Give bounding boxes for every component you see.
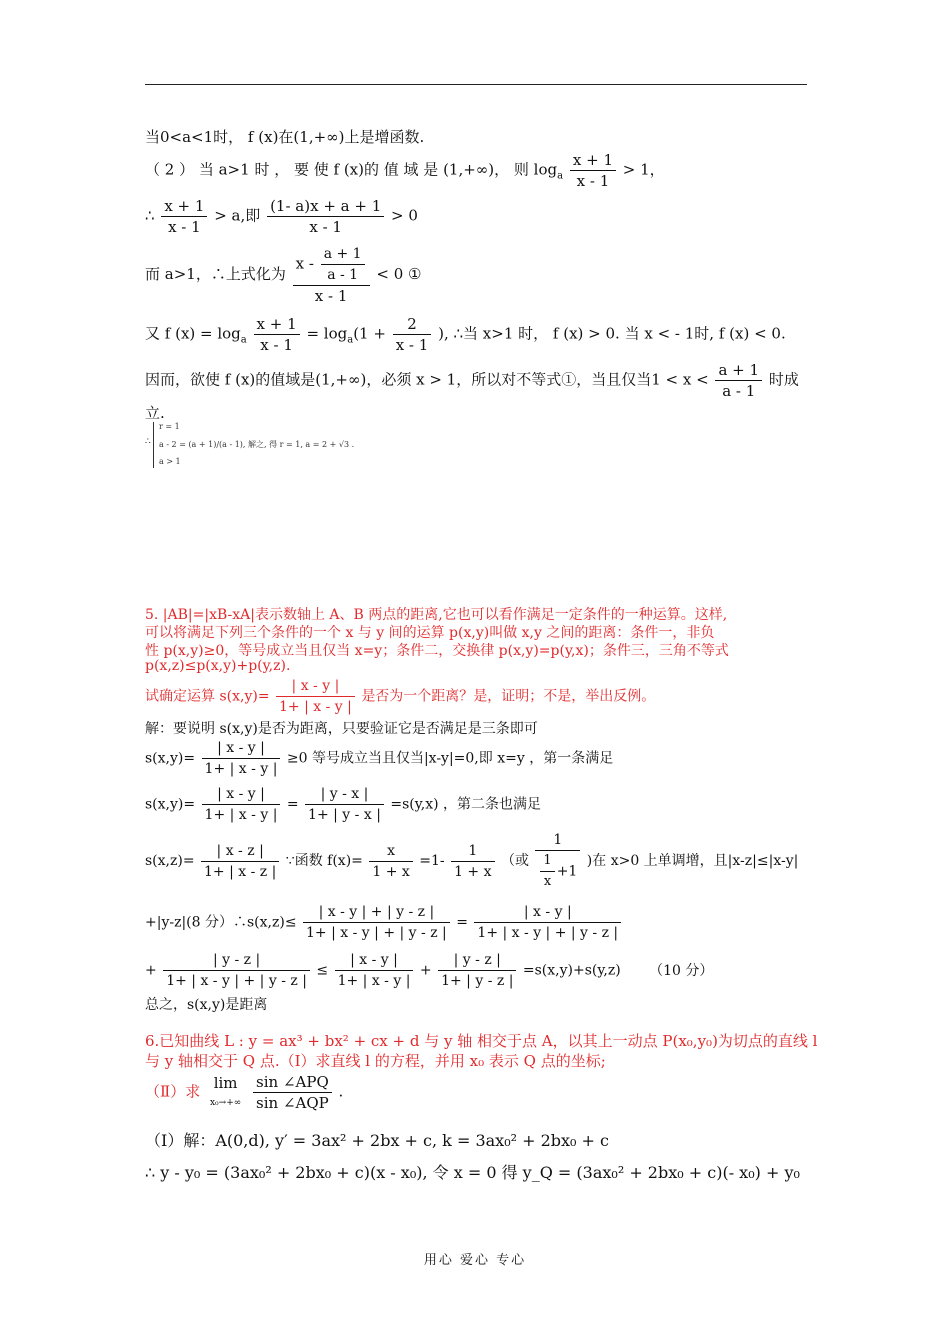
text-sub: a: [347, 334, 354, 346]
text-segment: 因而，欲使 f (x)的值域是(1,+∞)，必须 x > 1，所以对不等式①，当且仅当1 < x <: [145, 370, 709, 389]
text-line-5: [145, 314, 786, 355]
text-segment: = log: [306, 324, 348, 343]
fraction-num: 1: [535, 830, 580, 851]
fraction: [202, 738, 281, 779]
text-line-3: [145, 196, 418, 237]
fraction-den: 1+ | x - y |: [204, 761, 278, 777]
text-line-6: [145, 360, 799, 401]
answer6-line-2: ∴ y - y₀ = (3ax₀² + 2bx₀ + c)(x - x₀), 令 x = 0 得 y_Q = (3ax₀² + 2bx₀ + c)(- x₀) + y₀: [145, 1163, 800, 1182]
fraction-num: | x - y |: [276, 676, 355, 697]
fraction-den: 1+ | x - y |: [204, 807, 278, 823]
text-segment: .: [338, 1082, 344, 1101]
fraction-den: a - 1: [327, 267, 359, 283]
text-segment: （Ⅱ）求: [145, 1082, 201, 1101]
text-segment: ∴: [145, 206, 155, 225]
system-row: a - 2 = (a + 1)/(a - 1), 解之, 得 r = 1, a = 2 + √3 .: [159, 440, 355, 449]
fraction-den: 1+ | y - x |: [308, 807, 381, 823]
fraction-den: 1 + x: [454, 863, 492, 880]
system-row: a > 1: [159, 457, 181, 466]
fraction-den: sin ∠AQP: [256, 1094, 329, 1112]
text-segment: s(x,z)=: [145, 853, 195, 869]
fraction: [335, 950, 414, 991]
limit-label: lim: [213, 1073, 238, 1092]
solution-line-3: [145, 784, 541, 825]
fraction: [201, 841, 279, 882]
fraction: [303, 902, 450, 943]
fraction: [393, 314, 432, 355]
fraction-num: x: [369, 841, 412, 862]
text-segment: +: [145, 962, 157, 979]
fraction-num: 2: [393, 314, 432, 335]
text-segment: > a,即: [214, 206, 261, 225]
text-segment: x -: [295, 254, 314, 273]
fraction-num: (1- a)x + a + 1: [267, 196, 384, 217]
fraction-num: [293, 244, 370, 286]
fraction-den: x - 1: [260, 336, 293, 354]
fraction: [253, 1072, 332, 1113]
text-segment: ≤: [316, 962, 329, 979]
text-segment: > 1，: [622, 160, 665, 179]
text-segment: +: [419, 962, 432, 979]
text-segment: ), ∴当 x>1 时， f (x) > 0. 当 x < - 1时, f (x) < 0.: [438, 324, 786, 343]
text-sub: a: [240, 334, 247, 346]
fraction: [540, 851, 554, 892]
fraction-den: a - 1: [722, 382, 756, 400]
fraction-num: x + 1: [254, 314, 300, 335]
text-segment: > 0: [391, 206, 418, 225]
fraction: [202, 784, 281, 825]
text-segment: ≥0 等号成立当且仅当|x-y|=0,即 x=y ，第一条满足: [286, 750, 614, 767]
therefore-symbol: ∴: [145, 437, 151, 447]
q5-line-1: 5. |AB|=|xB-xA|表示数轴上 A、B 两点的距离,它也可以看作满足一定条件的一种运算。这样,: [145, 607, 728, 623]
text-segment: 时成: [768, 370, 799, 389]
text-segment: ∵函数 f(x)=: [285, 853, 363, 869]
fraction-den: 1+ | x - y | + | y - z |: [477, 925, 619, 941]
fraction: [535, 830, 580, 892]
fraction-den: x - 1: [168, 218, 201, 236]
fraction-num: | x - z |: [201, 841, 279, 862]
system-row: r = 1: [159, 422, 180, 431]
fraction: [163, 950, 310, 991]
fraction-den: 1+ | x - y |: [279, 699, 352, 715]
limit-sub: x₀→+∞: [209, 1097, 242, 1108]
text-segment: )在 x>0 上单调增，且|x-z|≤|x-y|: [586, 853, 799, 869]
fraction: [570, 150, 616, 191]
solution-line-2: [145, 738, 613, 779]
fraction-den: [535, 851, 580, 892]
fraction: [321, 244, 365, 285]
solution-line-7: 总之，s(x,y)是距离: [145, 997, 268, 1013]
text-segment: 是否为一个距离？是，证明；不是，举出反例。: [361, 688, 656, 705]
fraction-num: | y - x |: [305, 784, 384, 805]
fraction-num: a + 1: [321, 244, 365, 265]
text-segment: s(x,y)=: [145, 796, 196, 813]
solution-line-1: 解：要说明 s(x,y)是否为距离，只要验证它是否满足是三条即可: [145, 721, 538, 737]
fraction-num: | x - y |: [202, 784, 281, 805]
fraction-num: | y - z |: [438, 950, 516, 971]
fraction: [161, 196, 207, 237]
solution-line-6: [145, 950, 713, 991]
fraction-num: 1: [451, 841, 494, 862]
fraction-den: x: [543, 874, 552, 889]
text-line-1: 当0<a<1时， f (x)在(1,+∞)上是增函数.: [145, 128, 425, 146]
fraction-den: 1+ | x - y |: [337, 973, 411, 989]
fraction: [276, 676, 355, 717]
text-segment: 而 a>1，∴上式化为: [145, 265, 286, 283]
text-segment: （ 2 ） 当 a>1 时 ， 要 使 f (x)的 值 域 是 (1,+∞)， 则 log: [145, 160, 558, 179]
text-line-7: 立.: [145, 404, 165, 422]
score-note: （10 分）: [649, 962, 714, 979]
q6-line-1: 6.已知曲线 L : y = ax³ + bx² + cx + d 与 y 轴 相交于点 A，以其上一动点 P(x₀,y₀)为切点的直线 l: [145, 1032, 818, 1050]
fraction: [474, 902, 621, 943]
text-segment: < 0 ①: [376, 265, 422, 283]
fraction: [715, 360, 762, 401]
fraction-num: x + 1: [570, 150, 616, 171]
fraction-num: | x - y |: [474, 902, 621, 923]
text-segment: +1: [556, 863, 578, 880]
fraction-num: | x - y |: [202, 738, 281, 759]
fraction-num: | y - z |: [163, 950, 310, 971]
fraction: [254, 314, 300, 355]
text-segment: =: [456, 914, 468, 931]
fraction-num: 1: [540, 851, 554, 872]
fraction-num: a + 1: [715, 360, 762, 381]
fraction-den: 1+ | x - y | + | y - z |: [166, 973, 307, 989]
text-sub: a: [557, 170, 564, 182]
fraction: [438, 950, 516, 991]
equation-system: [145, 420, 380, 472]
fraction: [267, 196, 384, 237]
fraction-den: 1+ | y - z |: [441, 973, 514, 989]
text-segment: +|y-z|(8 分）∴s(x,z)≤: [145, 914, 297, 931]
q5-line-4: p(x,z)≤p(x,y)+p(y,z).: [145, 658, 291, 674]
text-segment: =s(y,x) ，第二条也满足: [390, 796, 542, 813]
text-segment: 试确定运算 s(x,y)=: [145, 688, 270, 705]
brace-bar: [153, 422, 154, 468]
text-line-4: [145, 244, 421, 306]
header-rule: [145, 84, 807, 85]
fraction-den: x - 1: [314, 287, 348, 305]
text-segment: =: [286, 796, 299, 813]
solution-line-4: [145, 830, 798, 892]
fraction-den: 1 + x: [372, 863, 410, 880]
text-segment: s(x,y)=: [145, 750, 196, 767]
fraction-den: x - 1: [395, 336, 429, 354]
fraction-den: x - 1: [576, 172, 610, 190]
q6-line-2: 与 y 轴相交于 Q 点.（Ⅰ）求直线 l 的方程，并用 x₀ 表示 Q 点的坐标;: [145, 1052, 606, 1070]
fraction-num: sin ∠APQ: [253, 1072, 332, 1093]
fraction: [305, 784, 384, 825]
limit: [207, 1073, 244, 1113]
fraction-den: x - 1: [309, 218, 342, 236]
page-footer: 用心 爱心 专心: [423, 1253, 527, 1268]
fraction-num: | x - y |: [335, 950, 414, 971]
text-segment: (1 +: [353, 324, 386, 343]
fraction-num: x + 1: [161, 196, 207, 217]
fraction-num: | x - y | + | y - z |: [303, 902, 450, 923]
answer6-line-1: （Ⅰ）解：A(0,d), y′ = 3ax² + 2bx + c, k = 3ax₀² + 2bx₀ + c: [145, 1131, 610, 1150]
q5-line-2: 可以将满足下列三个条件的一个 x 与 y 间的运算 p(x,y)叫做 x,y 之间的距离：条件一，非负: [145, 625, 715, 641]
text-line-2: [145, 150, 665, 191]
fraction: [369, 841, 412, 882]
q5-line-3: 性 p(x,y)≥0，等号成立当且仅当 x=y；条件二，交换律 p(x,y)=p(y,x)；条件三，三角不等式: [145, 643, 729, 659]
text-segment: =1-: [419, 853, 445, 869]
text-segment: （或: [500, 853, 529, 869]
solution-line-5: [145, 902, 623, 943]
fraction-den: 1+ | x - z |: [204, 863, 277, 880]
text-segment: =s(x,y)+s(y,z): [522, 962, 621, 979]
fraction: [293, 244, 370, 306]
text-segment: 又 f (x) = log: [145, 324, 241, 343]
q6-line-3: [145, 1072, 343, 1113]
q5-line-5: [145, 676, 655, 717]
fraction-den: 1+ | x - y | + | y - z |: [306, 925, 447, 941]
fraction: [451, 841, 494, 882]
